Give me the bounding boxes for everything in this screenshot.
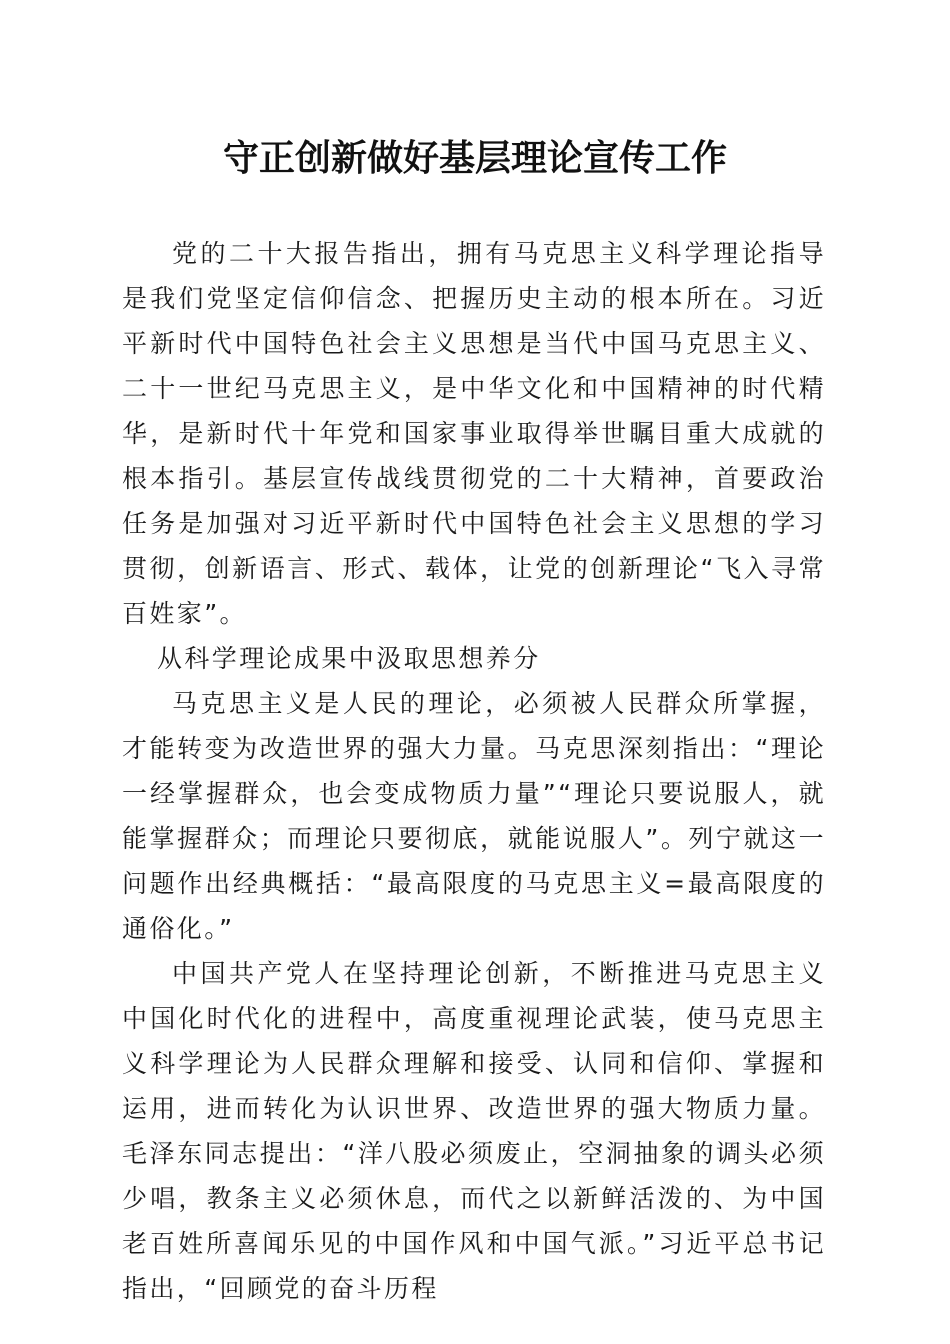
paragraph-intro: 党的二十大报告指出，拥有马克思主义科学理论指导是我们党坚定信仰信念、把握历史主动的根本所在。习近平新时代中国特色社会主义思想是当代中国马克思主义、二十一世纪马克思主义，是中华文化和中国精神的时代精华，是新时代十年党和国家事业取得举世瞩目重大成就的根本指引。基层宣传战线贯彻党的二十大精神，首要政治任务是加强对习近平新时代中国特色社会主义思想的学习贯彻，创新语言、形式、载体，让党的创新理论“飞入寻常百姓家”。 bbox=[122, 239, 826, 628]
document-title: 守正创新做好基层理论宣传工作 bbox=[222, 137, 727, 179]
document-body bbox=[122, 231, 826, 1311]
paragraph-party-history: 中国共产党人在坚持理论创新，不断推进马克思主义中国化时代化的进程中，高度重视理论武装，使马克思主义科学理论为人民群众理解和接受、认同和信仰、掌握和运用，进而转化为认识世界、改造世界的强大物质力量。毛泽东同志提出：“洋八股必须废止，空洞抽象的调头必须少唱，教条主义必须休息，而代之以新鲜活泼的、为中国老百姓所喜闻乐见的中国作风和中国气派。”习近平总书记指出，“回顾党的奋斗历程 bbox=[122, 959, 826, 1303]
paragraph-marxism-theory: 马克思主义是人民的理论，必须被人民群众所掌握，才能转变为改造世界的强大力量。马克思深刻指出：“理论一经掌握群众，也会变成物质力量”“理论只要说服人，就能掌握群众；而理论只要彻底，就能说服人”。列宁就这一问题作出经典概括：“最高限度的马克思主义=最高限度的通俗化。” bbox=[122, 689, 826, 943]
section-heading: 从科学理论成果中汲取思想养分 bbox=[157, 644, 541, 673]
